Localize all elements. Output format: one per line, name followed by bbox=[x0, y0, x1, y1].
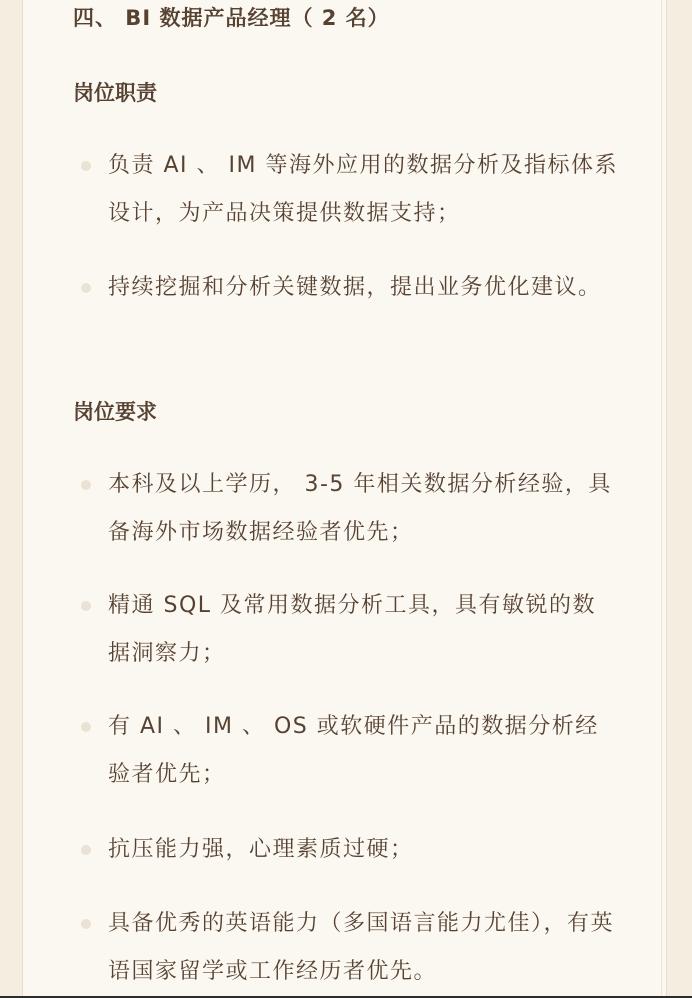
list-item bbox=[73, 142, 618, 238]
list-item bbox=[73, 900, 618, 996]
list-item bbox=[73, 582, 618, 678]
job-title: 四、 BI 数据产品经理（ 2 名） bbox=[73, 6, 390, 30]
section-heading-duties: 岗位职责 bbox=[73, 81, 157, 105]
list-item-text: 负责 AI 、 IM 等海外应用的数据分析及指标体系设计，为产品决策提供数据支持； bbox=[108, 153, 618, 226]
list-item-text: 有 AI 、 IM 、 OS 或软硬件产品的数据分析经验者优先； bbox=[108, 714, 599, 787]
list-item bbox=[73, 461, 618, 557]
bullet-dot-icon bbox=[81, 845, 91, 855]
list-item bbox=[73, 703, 618, 799]
bullet-dot-icon bbox=[81, 283, 91, 293]
list-item-text: 精通 SQL 及常用数据分析工具，具有敏锐的数据洞察力； bbox=[108, 593, 597, 666]
list-item-text: 持续挖掘和分析关键数据，提出业务优化建议。 bbox=[108, 275, 602, 300]
bullet-dot-icon bbox=[81, 722, 91, 732]
list-item bbox=[73, 826, 618, 874]
section-heading-requirements: 岗位要求 bbox=[73, 400, 157, 424]
bullet-dot-icon bbox=[81, 919, 91, 929]
bullet-dot-icon bbox=[81, 601, 91, 611]
list-item-text: 抗压能力强，心理素质过硬； bbox=[108, 837, 414, 862]
list-item bbox=[73, 264, 618, 312]
bullet-dot-icon bbox=[81, 480, 91, 490]
list-item-text: 具备优秀的英语能力（多国语言能力尤佳），有英语国家留学或工作经历者优先。 bbox=[108, 911, 615, 984]
bullet-dot-icon bbox=[81, 161, 91, 171]
list-item-text: 本科及以上学历， 3-5 年相关数据分析经验，具备海外市场数据经验者优先； bbox=[108, 472, 612, 545]
